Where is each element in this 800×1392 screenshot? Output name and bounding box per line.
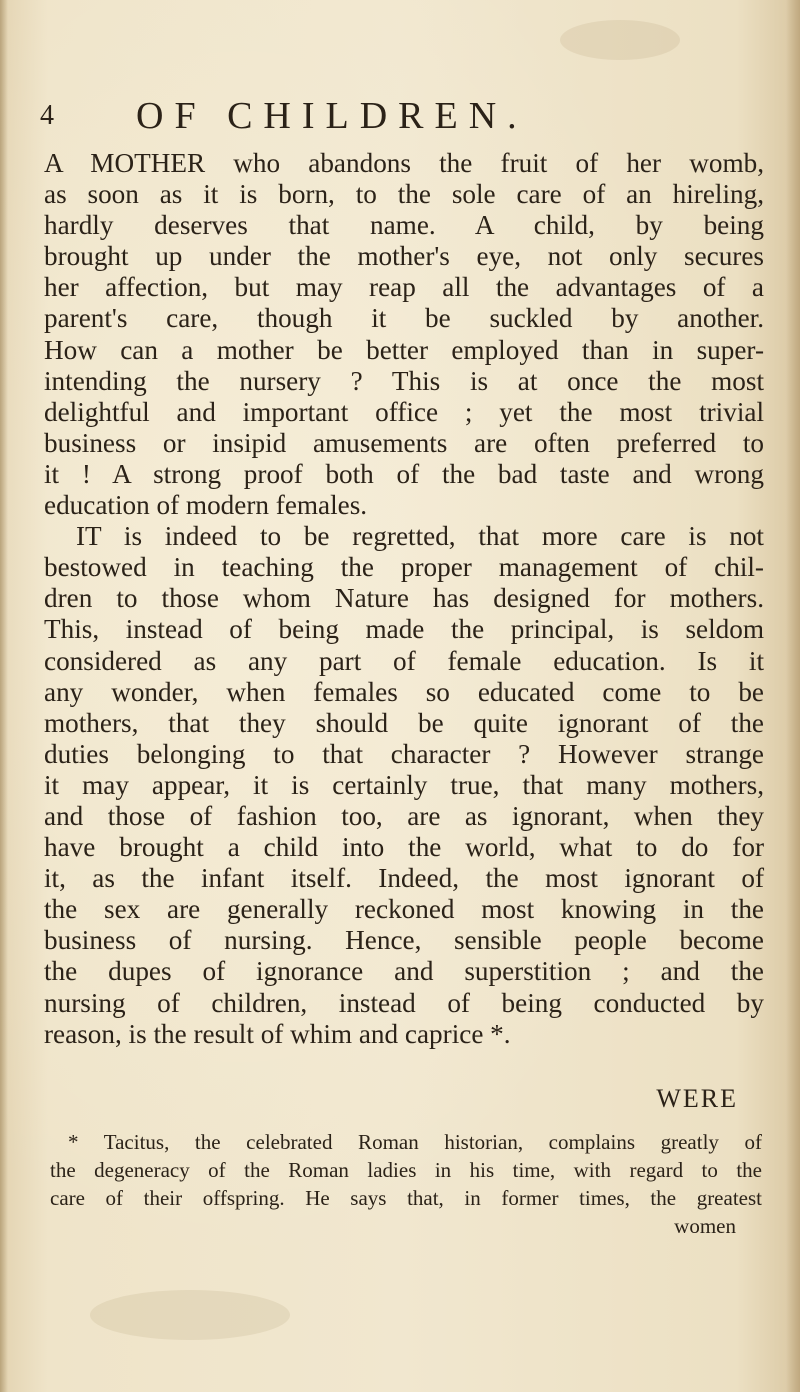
footnote-line: care of their offspring. He says that, in former times, the greatest	[50, 1186, 762, 1210]
footnote-catchword: women	[674, 1214, 736, 1238]
text-line: brought up under the mother's eye, not only secures	[44, 241, 764, 272]
text-line: delightful and important office ; yet the most trivial	[44, 396, 764, 427]
page-number: 4	[40, 100, 55, 131]
page-header	[40, 92, 760, 144]
text-line: intending the nursery ? This is at once the most	[44, 365, 764, 396]
footnote-line: * Tacitus, the celebrated Roman historian, complains greatly of	[68, 1130, 762, 1154]
text-line: duties belonging to that character ? However strange	[44, 738, 764, 769]
page-left-edge-shadow	[0, 0, 8, 1392]
body-text	[44, 148, 764, 1050]
text-line: education of modern females.	[44, 490, 368, 521]
text-line: the dupes of ignorance and superstition ; and the	[44, 956, 764, 987]
text-line: nursing of children, instead of being conducted by	[44, 987, 764, 1018]
footnote	[50, 1128, 762, 1240]
text-line: the sex are generally reckoned most knowing in the	[44, 894, 764, 925]
text-line: bestowed in teaching the proper management of chil-	[44, 552, 764, 583]
text-line: business of nursing. Hence, sensible people become	[44, 925, 764, 956]
text-line: business or insipid amusements are often preferred to	[44, 427, 764, 458]
text-line: it may appear, it is certainly true, that many mothers,	[44, 769, 764, 800]
text-line: dren to those whom Nature has designed for mothers.	[44, 583, 764, 614]
text-line: This, instead of being made the principal, is seldom	[44, 614, 764, 645]
text-line: mothers, that they should be quite ignorant of the	[44, 707, 764, 738]
text-line: considered as any part of female education. Is it	[44, 645, 764, 676]
text-line: any wonder, when females so educated come to be	[44, 676, 764, 707]
text-line: How can a mother be better employed than in super-	[44, 334, 764, 365]
page-right-edge-shadow	[786, 0, 800, 1392]
running-head: OF CHILDREN.	[136, 95, 528, 137]
text-line: it ! A strong proof both of the bad taste and wrong	[44, 458, 764, 489]
catchword: WERE	[656, 1084, 738, 1113]
text-line: and those of fashion too, are as ignorant, when they	[44, 800, 764, 831]
text-line: as soon as it is born, to the sole care of an hireling,	[44, 179, 764, 210]
text-line: parent's care, though it be suckled by another.	[44, 303, 764, 334]
text-line: reason, is the result of whim and caprice *.	[44, 1018, 511, 1049]
text-line: A MOTHER who abandons the fruit of her womb,	[44, 148, 764, 178]
paper-stain	[90, 1290, 290, 1340]
text-line: IT is indeed to be regretted, that more care is not	[76, 521, 764, 552]
footnote-line: the degeneracy of the Roman ladies in his time, with regard to the	[50, 1158, 762, 1182]
text-line: it, as the infant itself. Indeed, the most ignorant of	[44, 863, 764, 894]
text-line: have brought a child into the world, what to do for	[44, 832, 764, 863]
text-line: her affection, but may reap all the advantages of a	[44, 272, 764, 303]
paper-stain	[560, 20, 680, 60]
text-line: hardly deserves that name. A child, by being	[44, 210, 764, 241]
